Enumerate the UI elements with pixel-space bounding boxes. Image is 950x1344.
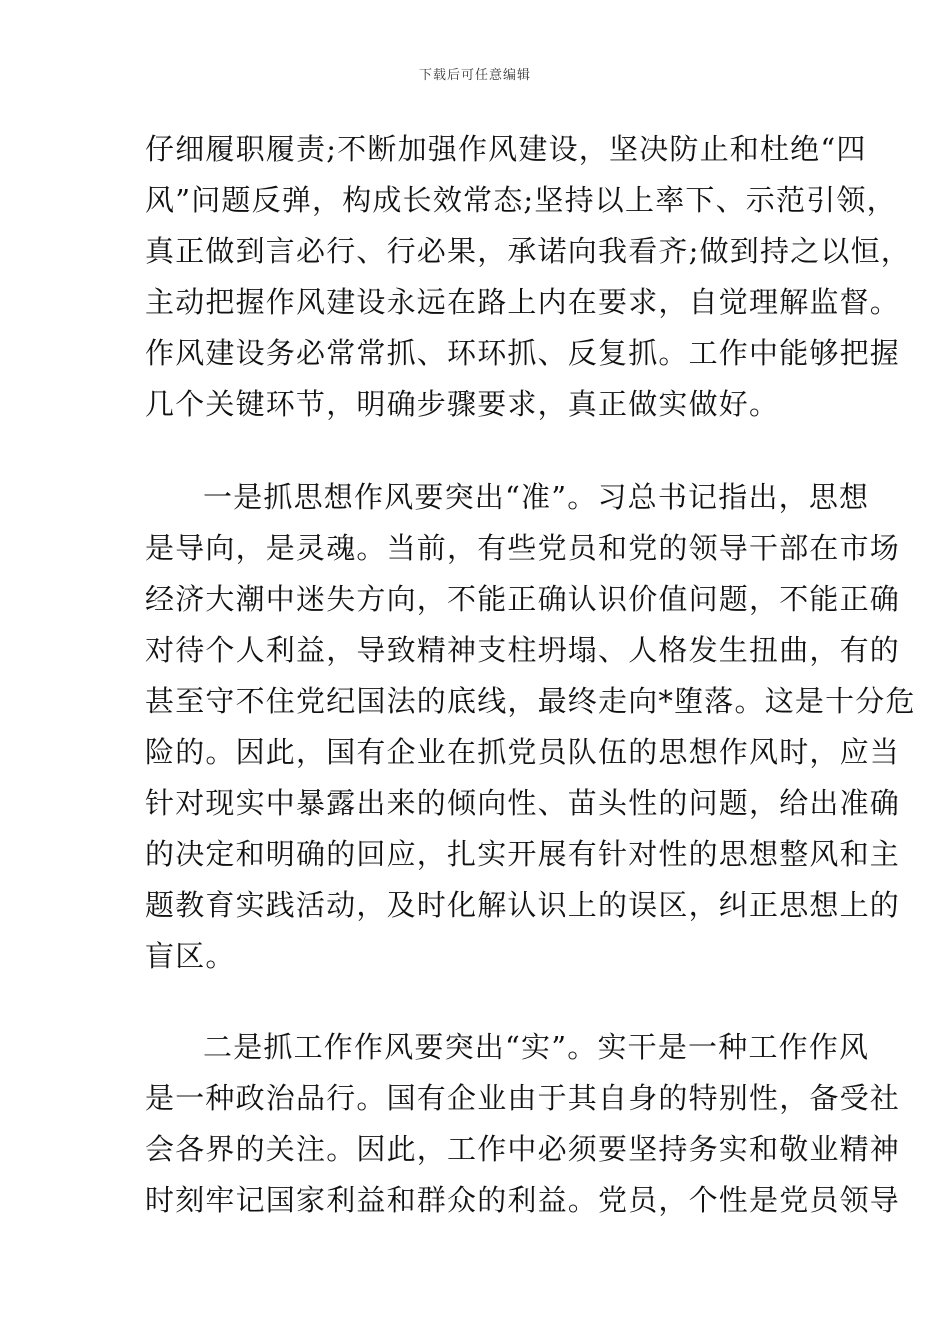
header-note: 下载后可任意编辑 bbox=[418, 68, 531, 83]
paragraph-line: 会各界的关注。因此，工作中必须要坚持务实和敬业精神 bbox=[145, 1132, 901, 1166]
paragraph-line: 对待个人利益，导致精神支柱坍塌、人格发生扭曲，有的 bbox=[145, 633, 901, 667]
paragraph-line: 风”问题反弹，构成长效常态;坚持以上率下、示范引领， bbox=[145, 183, 897, 217]
paragraph-line: 几个关键环节，明确步骤要求，真正做实做好。 bbox=[145, 387, 780, 421]
paragraph-line: 险的。因此，国有企业在抓党员队伍的思想作风时，应当 bbox=[145, 735, 901, 769]
paragraph-line: 真正做到言必行、行必果，承诺向我看齐;做到持之以恒， bbox=[145, 234, 911, 268]
paragraph-line: 时刻牢记国家利益和群众的利益。党员，个性是党员领导 bbox=[145, 1183, 901, 1217]
paragraph-1 bbox=[145, 124, 911, 430]
paragraph-line: 针对现实中暴露出来的倾向性、苗头性的问题，给出准确 bbox=[145, 786, 901, 820]
paragraph-line: 仔细履职履责;不断加强作风建设，坚决防止和杜绝“四 bbox=[145, 132, 867, 166]
paragraph-line: 主动把握作风建设永远在路上内在要求，自觉理解监督。 bbox=[145, 285, 901, 319]
paragraph-3 bbox=[145, 1022, 900, 1226]
paragraph-2 bbox=[145, 472, 916, 982]
paragraph-line: 是导向，是灵魂。当前，有些党员和党的领导干部在市场 bbox=[145, 531, 901, 565]
paragraph-line: 甚至守不住党纪国法的底线，最终走向*堕落。这是十分危 bbox=[145, 684, 916, 718]
paragraph-line: 是一种政治品行。国有企业由于其自身的特别性，备受社 bbox=[145, 1081, 901, 1115]
paragraph-line: 的决定和明确的回应，扎实开展有针对性的思想整风和主 bbox=[145, 837, 901, 871]
paragraph-line: 盲区。 bbox=[145, 939, 236, 973]
paragraph-line: 经济大潮中迷失方向，不能正确认识价值问题，不能正确 bbox=[145, 582, 901, 616]
paragraph-line: 作风建设务必常常抓、环环抓、反复抓。工作中能够把握 bbox=[145, 336, 901, 370]
paragraph-line: 题教育实践活动，及时化解认识上的误区，纠正思想上的 bbox=[145, 888, 901, 922]
paragraph-line: 二是抓工作作风要突出“实”。实干是一种工作作风 bbox=[203, 1030, 870, 1064]
paragraph-line: 一是抓思想作风要突出“准”。习总书记指出，思想 bbox=[203, 480, 870, 514]
